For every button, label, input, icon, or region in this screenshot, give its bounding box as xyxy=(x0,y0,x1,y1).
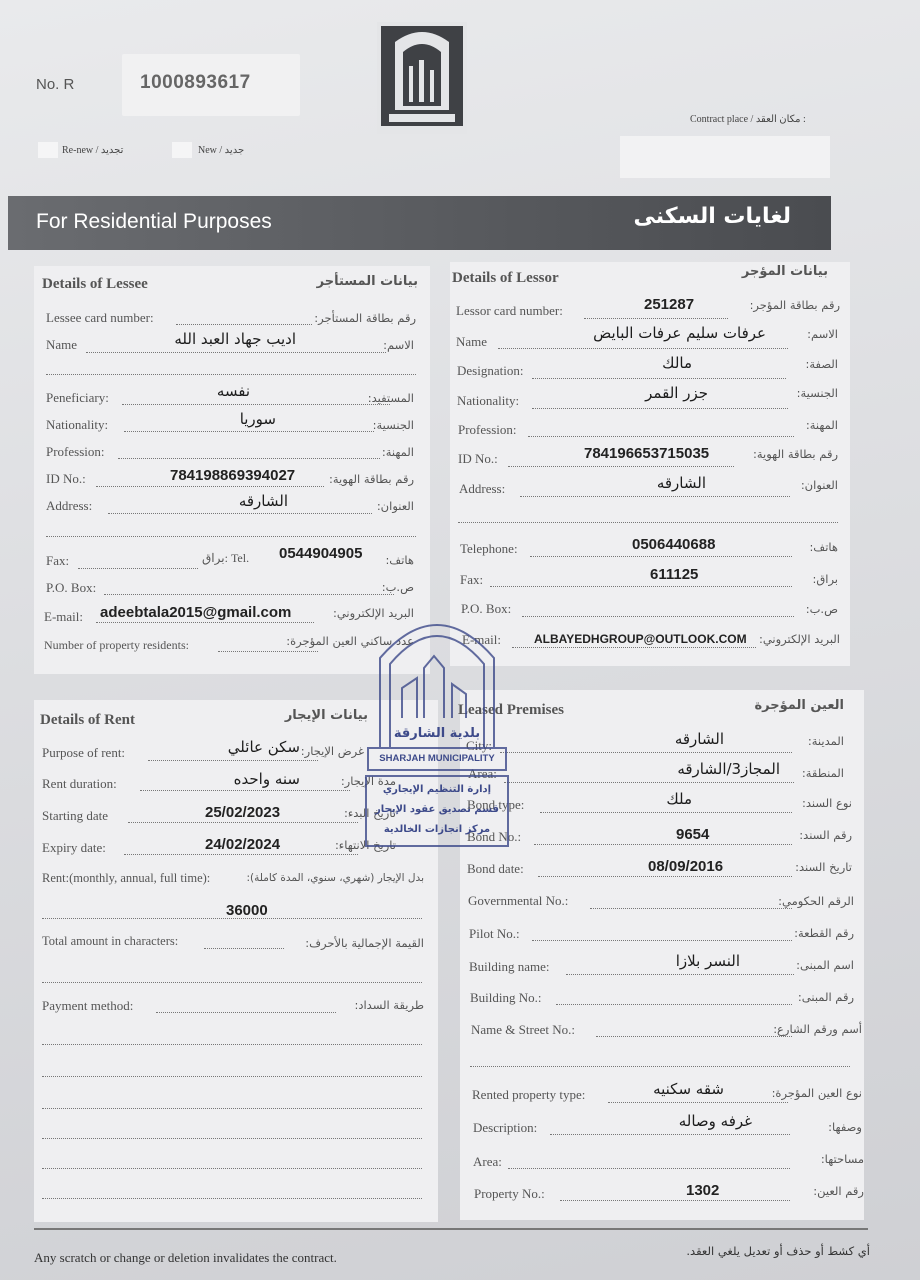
lessor-card-label-ar: رقم بطاقة المؤجر: xyxy=(749,298,840,312)
premises-city-label-ar: المدينة: xyxy=(807,734,844,748)
rent-line-5 xyxy=(42,1168,422,1169)
lessee-pobox-label: P.O. Box: xyxy=(46,580,97,595)
lessor-fax-label-ar: براق: xyxy=(812,572,838,586)
premises-type-label-ar: نوع العين المؤجرة: xyxy=(771,1086,862,1100)
lessor-nationality-field xyxy=(532,408,788,409)
rent-title-en: Details of Rent xyxy=(40,712,135,728)
premises-street-field xyxy=(596,1036,792,1037)
premises-area-value: المجاز3/الشارقه xyxy=(677,760,780,778)
lessor-telephone-label-ar: هاتف: xyxy=(809,540,838,554)
rent-purpose-field xyxy=(148,760,318,761)
lessee-email-value: adeebtala2015@gmail.com xyxy=(100,604,292,621)
premises-pilot-field xyxy=(532,940,792,941)
lessor-title-ar: بيانات المؤجر xyxy=(741,264,828,279)
lessee-profession-label: Profession: xyxy=(46,444,105,459)
rent-amount-label: Rent:(monthly, annual, full time): xyxy=(42,871,211,885)
rent-line-3 xyxy=(42,1108,422,1109)
lessor-pobox-field xyxy=(522,616,794,617)
rent-total-label-ar: القيمة الإجمالية بالأحرف: xyxy=(305,936,424,950)
sharjah-municipality-logo xyxy=(377,22,467,134)
lessor-name-label-ar: الاسم: xyxy=(807,327,838,341)
stamp-en-name: SHARJAH MUNICIPALITY xyxy=(379,753,495,764)
lessor-address-label: Address: xyxy=(459,481,506,496)
premises-bonddate-label: Bond date: xyxy=(467,861,524,876)
rent-title-ar: بيانات الإيجار xyxy=(284,708,368,723)
rent-duration-label: Rent duration: xyxy=(42,776,117,791)
lessor-name-field xyxy=(498,348,788,349)
lessor-name-value: عرفات سليم عرفات البايض xyxy=(593,324,766,342)
premises-parea-label-ar: مساحتها: xyxy=(820,1152,864,1166)
premises-bondtype-field xyxy=(540,812,792,813)
lessor-designation-field xyxy=(532,378,786,379)
lessee-profession-field xyxy=(118,458,380,459)
lessor-address-label-ar: العنوان: xyxy=(800,478,838,492)
premises-bondno-label: Bond No.: xyxy=(467,829,522,844)
premises-bonddate-field xyxy=(538,876,792,877)
lessor-card-field xyxy=(584,318,728,319)
lessee-title-ar: بيانات المستأجر xyxy=(316,274,418,289)
lessor-card-value: 251287 xyxy=(644,296,695,313)
lessee-nationality-field xyxy=(124,431,374,432)
lessee-name-field-2 xyxy=(46,374,416,375)
lessee-id-label-ar: رقم بطاقة الهوية: xyxy=(329,472,414,486)
lessee-address-value: الشارقه xyxy=(238,492,288,510)
lessor-email-label-ar: البريد الإلكتروني: xyxy=(758,632,840,646)
banner-title-en: For Residential Purposes xyxy=(36,210,272,233)
premises-street-label-ar: أسم ورقم الشارع: xyxy=(773,1022,862,1036)
rent-total-label: Total amount in characters: xyxy=(42,934,179,948)
footer-note-ar: أي كشط أو حذف أو تعديل يلغي العقد. xyxy=(686,1244,870,1258)
renew-checkbox[interactable] xyxy=(38,142,58,158)
lessor-telephone-value: 0506440688 xyxy=(632,536,716,553)
lessee-name-value: اديب جهاد العبد الله xyxy=(174,330,296,348)
premises-buildingno-field xyxy=(556,1004,792,1005)
premises-propno-value: 1302 xyxy=(686,1182,720,1199)
lessee-nationality-label-ar: الجنسية: xyxy=(372,418,414,432)
lessee-tel-label: براق: Tel. xyxy=(202,551,250,565)
rent-line-4 xyxy=(42,1138,422,1139)
municipality-stamp xyxy=(362,598,512,850)
lessee-fax-field xyxy=(78,568,198,569)
lessor-pobox-label: P.O. Box: xyxy=(461,601,512,616)
lessee-fax-label: Fax: xyxy=(46,553,70,568)
rent-expiry-value: 24/02/2024 xyxy=(205,836,281,853)
rent-purpose-value: سكن عائلي xyxy=(227,738,300,756)
premises-gov-label: Governmental No.: xyxy=(468,893,569,908)
premises-bondno-label-ar: رقم السند: xyxy=(799,828,852,842)
lessor-fax-value: 611125 xyxy=(650,566,699,583)
premises-bonddate-label-ar: تاريخ السند: xyxy=(795,860,852,874)
lessee-email-label-ar: البريد الإلكتروني: xyxy=(332,606,414,620)
lessor-id-label-ar: رقم بطاقة الهوية: xyxy=(753,447,838,461)
rent-purpose-label-ar: غرض الإيجار: xyxy=(300,744,364,758)
lessor-email-label: E-mail: xyxy=(462,632,501,647)
rent-start-label-ar: تاريخ البدء: xyxy=(343,806,396,820)
lessor-designation-label-ar: الصفة: xyxy=(805,357,838,371)
lessor-nationality-value: جزر القمر xyxy=(645,384,708,402)
lessor-title-en: Details of Lessor xyxy=(452,270,559,286)
premises-propno-label-ar: رقم العين: xyxy=(813,1184,864,1198)
lessee-name-label: Name xyxy=(46,337,78,352)
lessee-card-field xyxy=(176,324,312,325)
lessor-address-field-2 xyxy=(458,522,838,523)
rent-payment-label-ar: طريقة السداد: xyxy=(354,998,424,1012)
lessee-card-label: Lessee card number: xyxy=(46,310,154,325)
lessee-residents-field xyxy=(218,651,318,652)
lessor-telephone-field xyxy=(530,556,792,557)
lessee-beneficiary-label-ar: المستفيد: xyxy=(367,391,414,405)
rent-expiry-label-ar: تاريخ الانتهاء: xyxy=(334,838,396,852)
premises-bonddate-value: 08/09/2016 xyxy=(648,858,724,875)
lessor-email-field xyxy=(512,647,756,648)
lessee-residents-label-ar: عدد ساكني العين المؤجرة: xyxy=(286,634,414,648)
premises-pilot-label-ar: رقم القطعة: xyxy=(794,926,854,940)
premises-parea-label: Area: xyxy=(473,1154,502,1169)
residential-banner xyxy=(8,196,831,250)
lessor-address-field xyxy=(520,496,790,497)
premises-building-label-ar: اسم المبنى: xyxy=(796,958,854,972)
lessee-id-field xyxy=(96,486,324,487)
rent-line-1 xyxy=(42,1044,422,1045)
lessee-address-label: Address: xyxy=(46,498,93,513)
premises-building-value: النسر بلازا xyxy=(675,952,740,970)
lessee-address-field xyxy=(108,513,372,514)
rent-amount-label-ar: بدل الإيجار (شهري، سنوي، المدة كاملة): xyxy=(246,872,424,884)
lessor-designation-label: Designation: xyxy=(457,363,524,378)
footer-divider xyxy=(34,1228,868,1230)
lessee-address-field-2 xyxy=(46,536,416,537)
rent-total-field-2 xyxy=(42,982,422,983)
premises-type-field xyxy=(608,1102,788,1103)
premises-desc-field xyxy=(550,1134,790,1135)
premises-propno-label: Property No.: xyxy=(474,1186,545,1201)
premises-type-label: Rented property type: xyxy=(472,1087,586,1102)
contract-no-value: 1000893617 xyxy=(140,72,251,93)
premises-area-field xyxy=(504,782,794,783)
lessee-name-field xyxy=(86,352,386,353)
premises-type-value: شقه سكنيه xyxy=(653,1080,724,1098)
lessor-pobox-label-ar: ص.ب: xyxy=(805,602,838,616)
premises-desc-value: غرفه وصاله xyxy=(678,1112,752,1130)
rent-expiry-field xyxy=(124,854,358,855)
lessor-email-value: ALBAYEDHGROUP@OUTLOOK.COM xyxy=(534,632,747,646)
rent-duration-field xyxy=(140,790,350,791)
lessee-beneficiary-label: Peneficiary: xyxy=(46,390,109,405)
lessee-residents-label: Number of property residents: xyxy=(44,638,189,652)
contract-no-label: No. R xyxy=(36,76,75,93)
rent-start-field xyxy=(128,822,358,823)
lessee-id-label: ID No.: xyxy=(46,471,86,486)
premises-bondno-value: 9654 xyxy=(676,826,710,843)
banner-title-ar: لغايات السكنى xyxy=(633,204,791,229)
premises-city-label: City: xyxy=(466,738,493,753)
premises-city-value: الشارقه xyxy=(674,730,724,748)
premises-title-ar: العين المؤجرة xyxy=(754,698,844,713)
rent-payment-field xyxy=(156,1012,336,1013)
lessor-id-field xyxy=(508,466,734,467)
lessee-nationality-value: سوريا xyxy=(239,410,276,428)
lessee-beneficiary-value: نفسه xyxy=(216,382,250,400)
premises-gov-field xyxy=(590,908,792,909)
premises-area-label-ar: المنطقة: xyxy=(801,766,844,780)
lessor-fax-label: Fax: xyxy=(460,572,484,587)
contract-place-box[interactable] xyxy=(620,136,830,178)
lessor-profession-label: Profession: xyxy=(458,422,517,437)
lessor-fax-field xyxy=(490,586,792,587)
rent-start-value: 25/02/2023 xyxy=(205,804,281,821)
lessor-id-label: ID No.: xyxy=(458,451,498,466)
lessee-beneficiary-field xyxy=(122,404,390,405)
premises-buildingno-label: Building No.: xyxy=(470,990,542,1005)
lessor-telephone-label: Telephone: xyxy=(460,541,518,556)
premises-pilot-label: Pilot No.: xyxy=(469,926,520,941)
lessee-title-en: Details of Lessee xyxy=(42,276,148,292)
lessee-pobox-field xyxy=(104,594,394,595)
premises-building-label: Building name: xyxy=(469,959,550,974)
renew-label: Re-new / تجديد xyxy=(62,145,124,156)
lessor-name-label: Name xyxy=(456,334,488,349)
new-checkbox[interactable] xyxy=(172,142,192,158)
premises-building-field xyxy=(566,974,794,975)
lessee-pobox-label-ar: ص.ب: xyxy=(381,580,414,594)
contract-place-label: Contract place / مكان العقد : xyxy=(690,114,806,125)
premises-area-label: Area: xyxy=(468,766,497,781)
stamp-line-2: قسم تصديق عقود الإيجار xyxy=(375,804,499,815)
rent-total-field xyxy=(204,948,284,949)
lessee-address-label-ar: العنوان: xyxy=(376,499,414,513)
lessor-card-label: Lessor card number: xyxy=(456,303,563,318)
premises-title-en: Leased Premises xyxy=(458,702,564,718)
premises-bondtype-label: Bond type: xyxy=(467,797,525,812)
lessee-phone-label-ar: هاتف: xyxy=(385,553,414,567)
rent-duration-label-ar: مدة الإيجار: xyxy=(340,774,396,788)
lessee-id-value: 784198869394027 xyxy=(170,467,296,484)
premises-buildingno-label-ar: رقم المبنى: xyxy=(797,990,854,1004)
lessee-email-label: E-mail: xyxy=(44,609,83,624)
rent-duration-value: سنه واحده xyxy=(233,770,300,788)
lessee-profession-label-ar: المهنة: xyxy=(381,445,414,459)
lessee-nationality-label: Nationality: xyxy=(46,417,109,432)
lessor-address-value: الشارقه xyxy=(656,474,706,492)
premises-desc-label: Description: xyxy=(473,1120,538,1135)
rent-line-2 xyxy=(42,1076,422,1077)
new-label: New / جديد xyxy=(198,145,245,156)
premises-propno-field xyxy=(560,1200,790,1201)
lessor-nationality-label-ar: الجنسية: xyxy=(796,386,838,400)
stamp-ar-name: بلدية الشارقة xyxy=(393,726,481,741)
rent-payment-label: Payment method: xyxy=(42,998,134,1013)
stamp-line-1: إدارة التنظيم الإيجاري xyxy=(382,784,492,795)
lessor-nationality-label: Nationality: xyxy=(457,393,520,408)
premises-desc-label-ar: وصفها: xyxy=(828,1120,862,1134)
premises-bondno-field xyxy=(534,844,792,845)
rent-purpose-label: Purpose of rent: xyxy=(42,745,126,760)
rent-expiry-label: Expiry date: xyxy=(42,840,106,855)
premises-gov-label-ar: الرقم الحكومي: xyxy=(778,894,854,908)
lessee-phone-value: 0544904905 xyxy=(279,545,363,562)
lessee-email-field xyxy=(96,622,314,623)
premises-parea-field xyxy=(508,1168,790,1169)
premises-bondtype-label-ar: نوع السند: xyxy=(802,796,852,810)
footer-note-en: Any scratch or change or deletion invalidates the contract. xyxy=(34,1250,337,1265)
stamp-line-3: مركز انجازات الخالدية xyxy=(383,824,491,835)
premises-city-field xyxy=(500,752,792,753)
premises-street-label: Name & Street No.: xyxy=(471,1022,575,1037)
rent-amount-value: 36000 xyxy=(226,902,268,919)
rent-start-label: Starting date xyxy=(42,808,109,823)
premises-street-field-2 xyxy=(470,1066,850,1067)
lessor-profession-label-ar: المهنة: xyxy=(805,418,838,432)
lessor-id-value: 784196653715035 xyxy=(584,445,710,462)
lessor-designation-value: مالك xyxy=(662,354,692,372)
rent-line-6 xyxy=(42,1198,422,1199)
lessee-name-label-ar: الاسم: xyxy=(383,338,414,352)
premises-bondtype-value: ملك xyxy=(666,790,692,808)
lessee-card-label-ar: رقم بطاقة المستأجر: xyxy=(314,311,416,325)
lessor-profession-field xyxy=(528,436,794,437)
